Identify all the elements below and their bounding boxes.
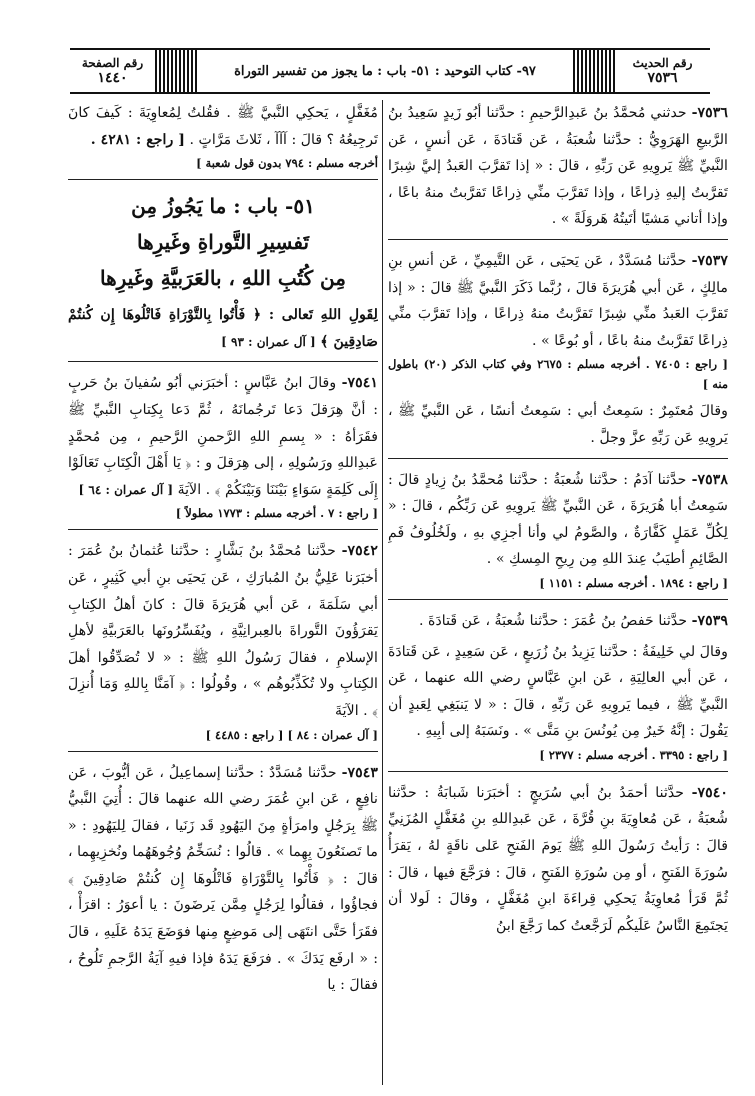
hadith-text: حدَّثنا مُحمَّدُ بنُ بَشَّارٍ : حدَّثنا عُثمانُ بنُ عُمَرَ : أخبَرَنا عَلِيُّ بنُ المُبارَكِ ، عَن يَحيَى بنِ أبي كَثِيرٍ ، عَن أبي سَلَمَةَ ، عَن أبي هُرَيرَةَ قالَ : كانَ أهلُ الكِتابِ يَقرَؤُونَ التَّوراةَ بالعِبرانِيَّةِ ، ويُفَسِّرُونَها بالعَرَبيَّةِ لأهلِ الإسلامِ ، فقالَ رَسُولُ اللهِ ﷺ : « لا تُصَدِّقُوا أهلَ الكِتابِ ولا تُكَذِّبُوهُم » ، وقُولُوا : ﴿ آمَنَّا بِاللهِ وَمَا أُنزِلَ ﴾ . الآيَةَ	[68, 543, 378, 719]
hadith-number: ٧٥٣٨-	[691, 471, 728, 488]
chapter-heading-line2: تَفسِيرِ التَّوراةِ وغَيرِها	[136, 230, 310, 255]
hadith-number: ٧٥٣٧-	[691, 252, 728, 269]
reference-note: [ راجع : ٧ . أخرجه مسلم : ١٧٧٣ مطولاً ]	[175, 506, 378, 521]
hadith-7543	[68, 760, 378, 999]
right-column	[388, 100, 728, 1085]
left-column	[68, 100, 378, 1085]
quran-verse	[68, 302, 378, 355]
verse-reference: [ آل عمران : ٩٣ ]	[221, 334, 316, 349]
hadith-text: وقالَ ابنُ عَبَّاسٍ : أخبَرَني أبُو سُفيانَ بنُ حَربٍ : أنَّ هِرَقلَ دَعا تَرجُمانَهُ ، ثُمَّ دَعا بِكِتابِ النَّبيِّ ﷺ فقَرَأهُ : « بِسمِ اللهِ الرَّحمنِ الرَّحيمِ ، مِن مُحمَّدٍ عَبدِاللهِ ورَسُولِهِ ، إلى هِرَقلَ و : ﴿ يَا أَهْلَ الْكِتَابِ تَعَالَوْا إِلَى كَلِمَةٍ سَوَاءٍ بَيْنَنَا وَبَيْنَكُمْ ﴾ . الآيَةَ	[68, 375, 378, 498]
separator	[68, 361, 378, 362]
mutamir-note	[388, 398, 728, 451]
chapter-heading-line1: ٥١- باب : ما يَجُوزُ مِن	[131, 194, 315, 219]
separator	[388, 599, 728, 600]
chapter-heading-line3: مِن كُتُبِ اللهِ ، بالعَرَبيَّةِ وغَيرِها	[100, 266, 346, 291]
hadith-number: ٧٥٣٦-	[691, 105, 728, 121]
hadith-number-box	[613, 50, 710, 92]
hadith-number-label: رقم الحديث	[632, 56, 693, 70]
hadith-text: وقالَ لي خَلِيفَةُ : حدَّثنا يَزِيدُ بنُ زُرَيعٍ ، عَن سَعِيدٍ ، عَن قَتادَةَ ، عَن أبي العالِيَةِ ، عَن ابنِ عَبَّاسٍ رضي الله عنهما ، عَن النَّبيِّ ﷺ ، فيما يَروِيهِ عَن رَبِّهِ ، قالَ : « لا يَنبَغِي لِعَبدٍ أن يَقُولَ : إنَّهُ خَيرٌ مِن يُونُسَ بنِ مَتَّى » . ونَسَبَهُ إلى أبِيهِ .	[388, 643, 728, 740]
hadith-text: حدَّثنا حَفصُ بنُ عُمَرَ : حدَّثنا شُعبَةُ ، عَن قَتادَةَ .	[419, 612, 688, 629]
header-hatch-left	[155, 50, 195, 92]
chapter-heading	[68, 188, 378, 296]
khalifa-chain	[388, 639, 728, 765]
book-chapter-title: ٩٧- كتاب التوحيد : ٥١- باب : ما يجوز من تفسير التوراة	[234, 63, 536, 79]
hadith-7539	[388, 608, 728, 635]
hadith-7537	[388, 248, 728, 394]
hadith-text: وقالَ مُعتَمِرٌ : سَمِعتُ أبي : سَمِعتُ أنسًا ، عَن النَّبيِّ ﷺ ، يَروِيهِ عَن رَبِّهِ عزَّ وجلَّ .	[388, 403, 728, 446]
hadith-7540	[388, 780, 728, 940]
separator	[388, 458, 728, 459]
separator	[68, 179, 378, 180]
hadith-number: ٧٥٤٢-	[341, 543, 378, 560]
reference-note: [ راجع : ٤٢٨١ .	[90, 131, 185, 148]
hadith-number: ٧٥٤٠-	[691, 784, 728, 801]
separator	[68, 529, 378, 530]
hadith-number: ٧٥٣٦	[647, 70, 678, 86]
reference-note: أخرجه مسلم : ٧٩٤ بدون قول شعبة ]	[196, 156, 378, 171]
reference-note: [ راجع : ١٨٩٤ . أخرجه مسلم : ١١٥١ ]	[539, 575, 728, 590]
hadith-text: حدَّثنا مُسَدَّدٌ : حدَّثنا إسماعِيلُ ، عَن أيُّوبَ ، عَن نافِعٍ ، عَن ابنِ عُمَرَ رضي الله عنهما قالَ : أُتِيَ النَّبيُّ ﷺ بِرَجُلٍ وامرَأةٍ مِنَ اليَهُودِ قَد زَنَيا ، فقالَ لِليَهُودِ : « ما تَصنَعُونَ بِهِما » . قالُوا : نُسَخِّمُ وُجُوهَهُما ونُخزِيهِما ، قالَ : ﴿ فَأْتُوا بِالتَّوْرَاةِ فَاتْلُوهَا إِن كُنتُمْ صَادِقِينَ ﴾ فجاؤُوا ، فقالُوا لِرَجُلٍ مِمَّن يَرضَونَ : يا أعوَرُ : اقرَأْ ، فقَرَأ حَتَّى انتَهَى إلى مَوضِعٍ مِنها فوَضَعَ يَدَهُ عَلَيهِ ، قالَ : « ارفَع يَدَكَ » . فرَفَعَ يَدَهُ فإذا فيهِ آيَةُ الرَّجمِ تَلُوحُ ، فقالَ : يا	[68, 764, 378, 994]
page-number-label: رقم الصفحة	[81, 56, 144, 70]
hadith-text: حدثني مُحمَّدُ بنُ عَبدِالرَّحيمِ : حدَّثنا أبُو زَيدٍ سَعِيدُ بنُ الرَّبيعِ الهَرَوِيُّ : حدَّثنا شُعبَةُ ، عَن قَتادَةَ ، عَن أنسٍ ، عَن النَّبيِّ ﷺ يَروِيهِ عَن رَبِّهِ ، قالَ : « إذا تَقرَّبَ العَبدُ إليَّ شِبرًا تَقرَّبتُ إليهِ ذِراعًا ، وإذا تَقرَّبَ منِّي ذِراعًا تَقرَّبتُ منهُ باعًا ، وإذا أتاني مَشيًا أتَيتُهُ هَروَلَةً » .	[388, 105, 728, 228]
hadith-7541	[68, 370, 378, 523]
hadith-7540-continued	[68, 100, 378, 173]
reference-note: [ راجع : ٧٤٠٥ . أخرجه مسلم : ٢٦٧٥ وفي كتاب الذكر (٢٠) باطول منه ]	[388, 357, 728, 392]
hadith-text: حدَّثنا أحمَدُ بنُ أبي سُرَيجٍ : أخبَرَنا شَبابَةُ : حدَّثنا شُعبَةُ ، عَن مُعاوِيَةَ بنِ قُرَّةَ ، عَن عَبدِاللهِ بنِ مُغَفَّلٍ المُزَنِيِّ قالَ : رَأيتُ رَسُولَ اللهِ ﷺ يَومَ الفَتحِ عَلى ناقَةٍ لهُ ، يَقرَأُ سُورَةَ الفَتحِ ، أو مِن سُورَةِ الفَتحِ ، قالَ : فرَجَّعَ فيها ، قالَ : ثُمَّ قَرَأ مُعاوِيَةُ يَحكِي قِراءَةَ ابنِ مُغَفَّلٍ ، وقالَ : لَولا أن يَجتَمِعَ النَّاسُ عَلَيكُم لَرَجَّعتُ كما رَجَّعَ ابنُ	[388, 784, 728, 934]
reference-note: [ آل عمران : ٨٤ ] [ راجع : ٤٤٨٥ ]	[205, 727, 378, 742]
verse-text: لِقَولِ اللهِ تَعالى : ﴿ فَأْتُوا بِالتَّوْرَاةِ فَاتْلُوهَا إِن كُنتُمْ صَادِقِينَ ﴾	[68, 307, 378, 350]
hadith-text: مُغَفَّلٍ ، يَحكِي النَّبيَّ ﷺ . فقُلتُ لِمُعاوِيَةَ : كَيفَ كانَ تَرجِيعُهُ ؟ قالَ : آآآ ، ثَلاثَ مَرَّاتٍ .	[68, 105, 378, 148]
hadith-7538	[388, 467, 728, 593]
separator	[68, 751, 378, 752]
header-hatch-right	[573, 50, 613, 92]
page-header	[70, 48, 710, 94]
hadith-text: حدَّثنا مُسَدَّدٌ ، عَن يَحيَى ، عَن التَّيمِيِّ ، عَن أنسِ بنِ مالِكٍ ، عَن أبي هُرَيرَةَ قالَ ، رُبَّما ذَكَرَ النَّبيَّ ﷺ قالَ : « إذا تَقرَّبَ العَبدُ منِّي شِبرًا تَقرَّبتُ منهُ ذِراعًا ، وإذا تَقرَّبَ منِّي ذِراعًا تَقرَّبتُ منهُ باعًا ، أو بُوعًا » .	[388, 252, 728, 349]
reference-note: [ راجع : ٣٣٩٥ . أخرجه مسلم : ٢٣٧٧ ]	[539, 747, 728, 762]
hadith-7536	[388, 100, 728, 233]
hadith-number: ٧٥٤١-	[341, 375, 378, 392]
hadith-7542	[68, 538, 378, 744]
hadith-number: ٧٥٤٣-	[341, 764, 378, 781]
separator	[388, 771, 728, 772]
hadith-number: ٧٥٣٩-	[691, 612, 728, 629]
page-number: ١٤٤٠	[97, 70, 128, 86]
separator	[388, 239, 728, 240]
column-divider	[382, 100, 383, 1085]
hadith-text: حدَّثنا آدَمُ : حدَّثنا شُعبَةُ : حدَّثنا مُحمَّدُ بنُ زِيادٍ قالَ : سَمِعتُ أبا هُرَيرَةَ ، عَن النَّبيِّ ﷺ يَروِيهِ عَن رَبِّكُم ، قالَ : « لِكُلِّ عَمَلٍ كَفَّارَةٌ ، والصَّومُ لي وأنا أجزِي بهِ ، ولَخُلُوفُ فَمِ الصَّائِمِ أطيَبُ عِندَ اللهِ مِن رِيحِ المِسكِ » .	[388, 471, 728, 568]
book-chapter-title-box	[195, 50, 573, 92]
page-number-box	[70, 50, 155, 92]
verse-reference: [ آل عمران : ٦٤ ]	[78, 482, 174, 497]
